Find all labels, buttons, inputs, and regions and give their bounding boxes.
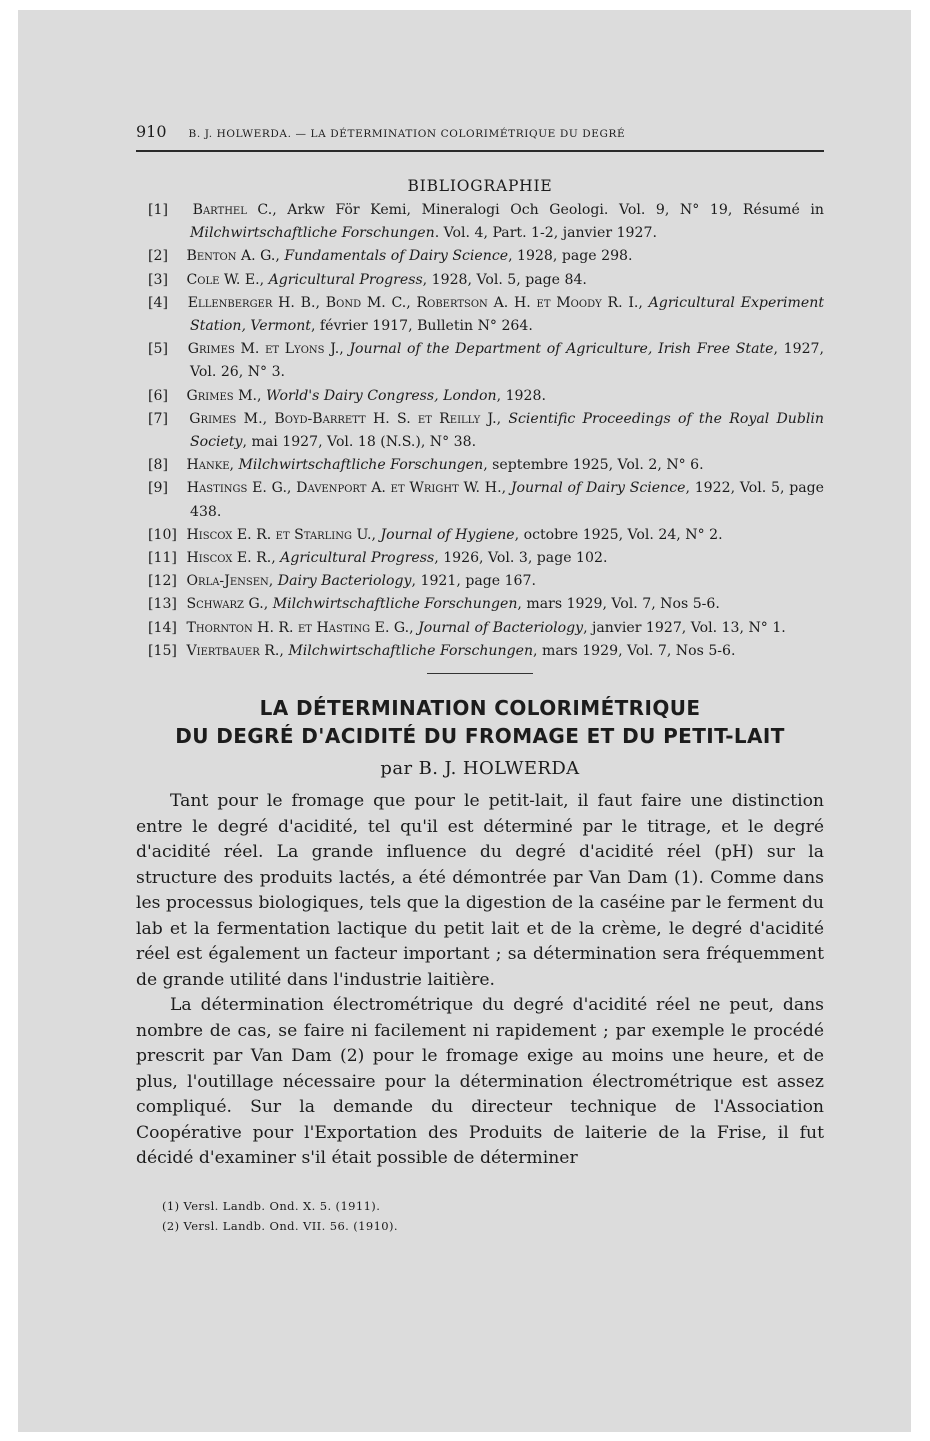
entry-details: , février 1917, Bulletin N° 264. xyxy=(310,318,533,335)
bibliography-entry xyxy=(136,570,824,593)
entry-authors: Benton A. G. xyxy=(186,248,276,265)
page-number: 910 xyxy=(136,122,167,141)
entry-authors: Orla-Jensen xyxy=(186,573,269,590)
entry-authors: Ellenberger H. B., Bond M. C., Robertson A. H. et Moody R. I. xyxy=(187,294,639,311)
entry-number: [14] xyxy=(148,619,177,636)
footnote: (2) Versl. Landb. Ond. VII. 56. (1910). xyxy=(162,1218,398,1233)
entry-details: , 1927, Vol. 26, N° 3. xyxy=(190,341,824,381)
entry-details: , 1928. xyxy=(496,387,546,404)
entry-text: , xyxy=(257,387,266,404)
entry-authors: Hiscox E. R. xyxy=(186,550,272,567)
entry-text: , xyxy=(259,271,269,288)
entry-authors: Thornton H. R. et Hasting E. G. xyxy=(186,619,410,636)
entry-authors: Hiscox E. R. et Starling U. xyxy=(186,526,372,543)
running-header xyxy=(136,122,824,152)
entry-journal: Journal of Bacteriology xyxy=(418,619,584,636)
bibliography-entry xyxy=(136,524,824,547)
entry-details: . Vol. 4, Part. 1-2, janvier 1927. xyxy=(434,225,657,242)
bibliography-entry xyxy=(136,245,824,268)
entry-authors: Grimes M., Boyd-Barrett H. S. et Reilly J. xyxy=(189,410,497,427)
entry-details: , 1926, Vol. 3, page 102. xyxy=(434,550,608,567)
entry-journal: Milchwirtschaftliche Forschungen xyxy=(190,225,435,242)
entry-text: , Arkw För Kemi, Mineralogi Och Geologi. Vol. 9, N° 19, Résumé in xyxy=(272,202,825,218)
bibliography-entry xyxy=(136,269,824,292)
bibliography-entry xyxy=(136,292,824,338)
document-page xyxy=(136,122,824,1236)
entry-text: , xyxy=(229,457,239,474)
entry-details: , 1921, page 167. xyxy=(411,573,536,590)
entry-number: [4] xyxy=(148,294,168,311)
entry-details: , 1928, page 298. xyxy=(508,248,633,265)
entry-number: [3] xyxy=(148,271,168,288)
running-title: B. J. HOLWERDA. — LA DÉTERMINATION COLORIMÉTRIQUE DU DEGRÉ xyxy=(188,128,626,140)
entry-details: , septembre 1925, Vol. 2, N° 6. xyxy=(483,457,704,474)
entry-authors: Grimes M. et Lyons J. xyxy=(187,341,340,358)
entry-text: , xyxy=(268,573,278,590)
entry-number: [15] xyxy=(148,642,177,659)
entry-number: [10] xyxy=(148,526,177,543)
entry-details: , mai 1927, Vol. 18 (N.S.), N° 38. xyxy=(242,434,477,451)
entry-journal: Journal of Hygiene xyxy=(380,526,515,543)
article-title xyxy=(136,694,824,750)
entry-text: , xyxy=(501,480,511,497)
entry-authors: Viertbauer R. xyxy=(186,642,280,659)
entry-authors: Cole W. E. xyxy=(186,271,260,288)
bibliography-title: BIBLIOGRAPHIE xyxy=(407,177,553,195)
entry-journal: Milchwirtschaftliche Forschungen xyxy=(272,596,518,613)
entry-authors: Barthel C. xyxy=(192,202,273,218)
bibliography-entry xyxy=(136,593,824,616)
entry-text: , xyxy=(271,550,281,567)
footnote: (1) Versl. Landb. Ond. X. 5. (1911). xyxy=(162,1198,381,1213)
entry-number: [5] xyxy=(148,341,168,358)
entry-details: , mars 1929, Vol. 7, Nos 5-6. xyxy=(517,596,720,613)
article-body xyxy=(136,789,824,1172)
bibliography-entry xyxy=(136,547,824,570)
body-paragraph: La détermination électrométrique du degré d'acidité réel ne peut, dans nombre de cas, se faire ni facilement ni rapidement ; par exemple le procédé prescrit par Van Dam (2) pour le fromage exige au moins une heure, et de plus, l'outillage nécessaire pour la détermination électrométrique est assez compliqué. Sur la demande du directeur technique de l'Association Coopérative pour l'Exportation des Produits de laiterie de la Frise, il fut décidé d'examiner s'il était possible de déterminer xyxy=(136,995,824,1169)
entry-number: [13] xyxy=(148,596,177,613)
entry-text: , xyxy=(279,642,289,659)
byline: par B. J. HOLWERDA xyxy=(380,758,580,780)
entry-details: , janvier 1927, Vol. 13, N° 1. xyxy=(583,619,786,636)
entry-number: [1] xyxy=(148,202,168,218)
entry-text: , xyxy=(409,619,419,636)
body-paragraph: Tant pour le fromage que pour le petit-lait, il faut faire une distinction entre le degré d'acidité, tel qu'il est déterminé par le titrage, et le degré d'acidité réel. La grande influence du degré d'acidité réel (pH) sur la structure des produits lactés, a été démontrée par Van Dam (1). Comme dans les processus biologiques, tels que la digestion de la caséine par le ferment du lab et la fermentation lactique du petit lait et de la crème, le degré d'acidité réel est également un facteur important ; sa détermination sera fréquemment de grande utilité dans l'industrie laitière. xyxy=(136,791,824,990)
bibliography-entry xyxy=(136,199,824,245)
entry-number: [12] xyxy=(148,573,177,590)
article-title-line-2: DU DEGRÉ D'ACIDITÉ DU FROMAGE ET DU PETIT-LAIT xyxy=(175,724,785,749)
entry-authors: Hanke xyxy=(186,457,230,474)
entry-journal: Milchwirtschaftliche Forschungen xyxy=(238,457,484,474)
entry-text: , xyxy=(263,596,273,613)
entry-journal: Fundamentals of Dairy Science xyxy=(284,248,509,265)
entry-number: [8] xyxy=(148,457,168,474)
section-divider xyxy=(427,673,533,674)
entry-details: , 1922, Vol. 5, page 438. xyxy=(190,480,824,520)
entry-authors: Grimes M. xyxy=(186,387,258,404)
entry-details: , 1928, Vol. 5, page 84. xyxy=(422,271,587,288)
entry-text: , xyxy=(496,410,509,427)
entry-text: , xyxy=(371,526,381,543)
bibliography-entry xyxy=(136,338,824,384)
article-title-line-1: LA DÉTERMINATION COLORIMÉTRIQUE xyxy=(259,696,701,721)
entry-authors: Hastings E. G., Davenport A. et Wright W. H. xyxy=(186,480,502,497)
entry-number: [2] xyxy=(148,248,168,265)
bibliography-entry xyxy=(136,385,824,408)
entry-journal: World's Dairy Congress, London xyxy=(265,387,497,404)
entry-details: , mars 1929, Vol. 7, Nos 5-6. xyxy=(533,642,736,659)
entry-journal: Agricultural Experiment Station, Vermont xyxy=(190,294,824,335)
entry-text: , xyxy=(339,341,350,358)
bibliography-entry xyxy=(136,477,824,523)
bibliography-entry xyxy=(136,408,824,454)
bibliography-entry xyxy=(136,640,824,663)
entry-journal: Journal of the Department of Agriculture, Irish Free State xyxy=(349,341,774,358)
entry-journal: Scientific Proceedings of the Royal Dublin Society xyxy=(190,410,824,451)
entry-journal: Agricultural Progress xyxy=(280,550,435,567)
entry-journal: Dairy Bacteriology xyxy=(277,573,412,590)
entry-number: [11] xyxy=(148,550,177,567)
entry-text: , xyxy=(638,294,649,311)
entry-text: , xyxy=(275,248,285,265)
entry-journal: Journal of Dairy Science xyxy=(510,480,686,497)
entry-number: [7] xyxy=(148,410,168,427)
entry-authors: Schwarz G. xyxy=(186,596,264,613)
entry-number: [9] xyxy=(148,480,168,497)
entry-journal: Agricultural Progress xyxy=(268,271,423,288)
bibliography-entry xyxy=(136,454,824,477)
footnotes xyxy=(136,1196,824,1236)
entry-number: [6] xyxy=(148,387,168,404)
bibliography-entry xyxy=(136,617,824,640)
bibliography-list xyxy=(136,199,824,663)
entry-journal: Milchwirtschaftliche Forschungen xyxy=(288,642,534,659)
entry-details: , octobre 1925, Vol. 24, N° 2. xyxy=(514,526,723,543)
